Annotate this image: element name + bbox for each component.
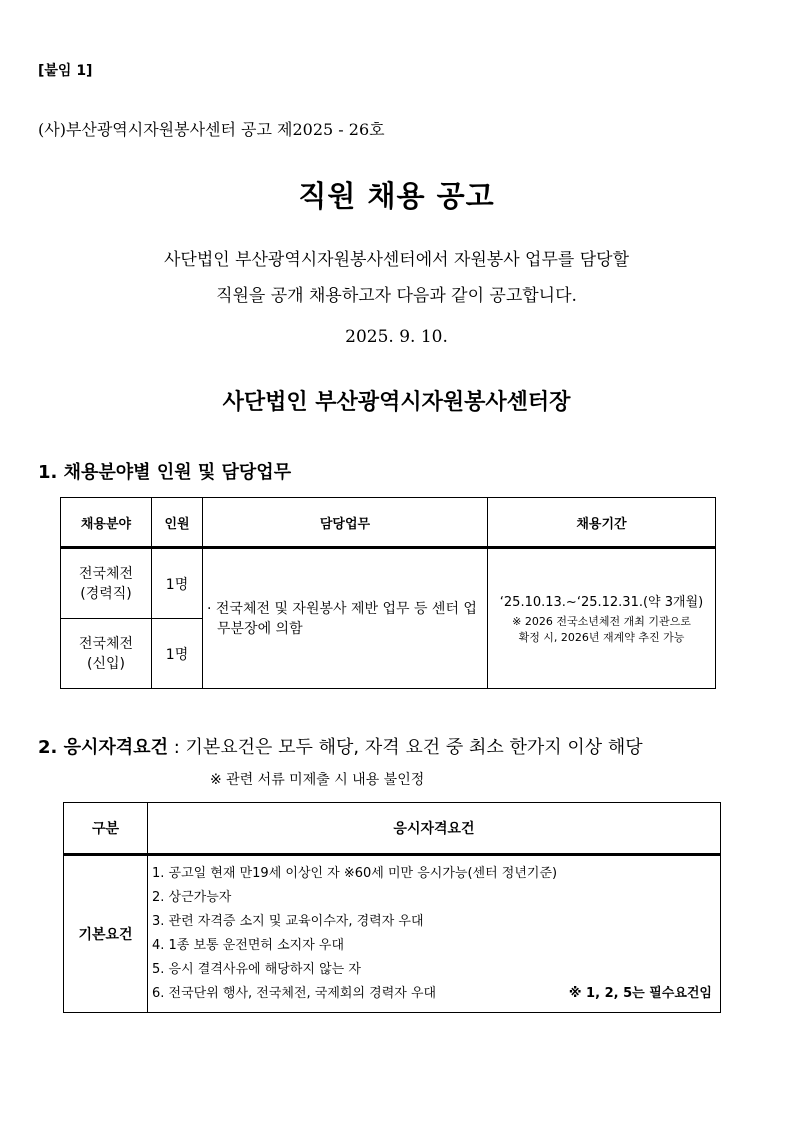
section2-description: : 기본요건은 모두 해당, 자격 요건 중 최소 한가지 이상 해당 [167, 737, 643, 758]
field-type: (경력직) [80, 585, 132, 602]
header-category: 구분 [64, 803, 148, 855]
requirement-item: 3. 관련 자격증 소지 및 교육이수자, 경력자 우대 [152, 914, 424, 929]
header-duty: 담당업무 [203, 498, 488, 548]
section2-heading [38, 733, 643, 759]
duty-text: · 전국체전 및 자원봉사 제반 업무 등 센터 업무분장에 의함 [207, 600, 477, 637]
requirement-item: 5. 응시 결격사유에 해당하지 않는 자 [152, 962, 361, 977]
attachment-label: [붙임 1] [38, 63, 93, 79]
header-field: 채용분야 [61, 498, 152, 548]
count-cell: 1명 [152, 619, 203, 689]
section1-heading: 1. 채용분야별 인원 및 담당업무 [38, 462, 292, 483]
header-requirements: 응시자격요건 [148, 803, 721, 855]
period-cell [488, 548, 716, 689]
field-name: 전국체전 [78, 635, 134, 652]
field-type: (신입) [87, 655, 125, 672]
requirement-item-last [152, 982, 712, 1006]
period-text: ‘25.10.13.~‘25.12.31.(약 3개월) [499, 595, 704, 610]
organization-signature: 사단법인 부산광역시자원봉사센터장 [222, 390, 571, 415]
field-cell [61, 619, 152, 689]
recruitment-table [60, 497, 716, 689]
field-name: 전국체전 [78, 565, 134, 582]
qualification-table [63, 802, 721, 1013]
mandatory-note: ※ 1, 2, 5는 필수요건임 [568, 986, 712, 1001]
duty-cell [203, 548, 488, 689]
requirement-item: 1. 공고일 현재 만19세 이상인 자 ※60세 미만 응시가능(센터 정년기준) [152, 866, 558, 881]
count-cell: 1명 [152, 548, 203, 619]
requirement-item: 2. 상근가능자 [152, 890, 232, 905]
intro-line-1: 사단법인 부산광역시자원봉사센터에서 자원봉사 업무를 담당할 [163, 250, 629, 270]
section2-title: 2. 응시자격요건 [38, 737, 168, 758]
page-title: 직원 채용 공고 [298, 179, 495, 213]
period-note-line-2: 확정 시, 2026년 재계약 추진 가능 [518, 631, 685, 644]
requirements-cell [148, 855, 721, 1013]
section2-note: ※ 관련 서류 미제출 시 내용 불인정 [210, 772, 425, 788]
field-cell [61, 548, 152, 619]
table-row [61, 548, 716, 619]
intro-line-2: 직원을 공개 채용하고자 다음과 같이 공고합니다. [216, 286, 577, 306]
notice-date: 2025. 9. 10. [345, 327, 448, 347]
header-count: 인원 [152, 498, 203, 548]
requirement-item: 4. 1종 보통 운전면허 소지자 우대 [152, 938, 345, 953]
header-period: 채용기간 [488, 498, 716, 548]
notice-number: (사)부산광역시자원봉사센터 공고 제2025 - 26호 [38, 120, 385, 139]
category-cell: 기본요건 [64, 855, 148, 1013]
period-note-line-1: ※ 2026 전국소년체전 개최 기관으로 [512, 615, 691, 628]
table-row [64, 855, 721, 1013]
requirement-item: 6. 전국단위 행사, 전국체전, 국제회의 경력자 우대 [152, 986, 437, 1001]
